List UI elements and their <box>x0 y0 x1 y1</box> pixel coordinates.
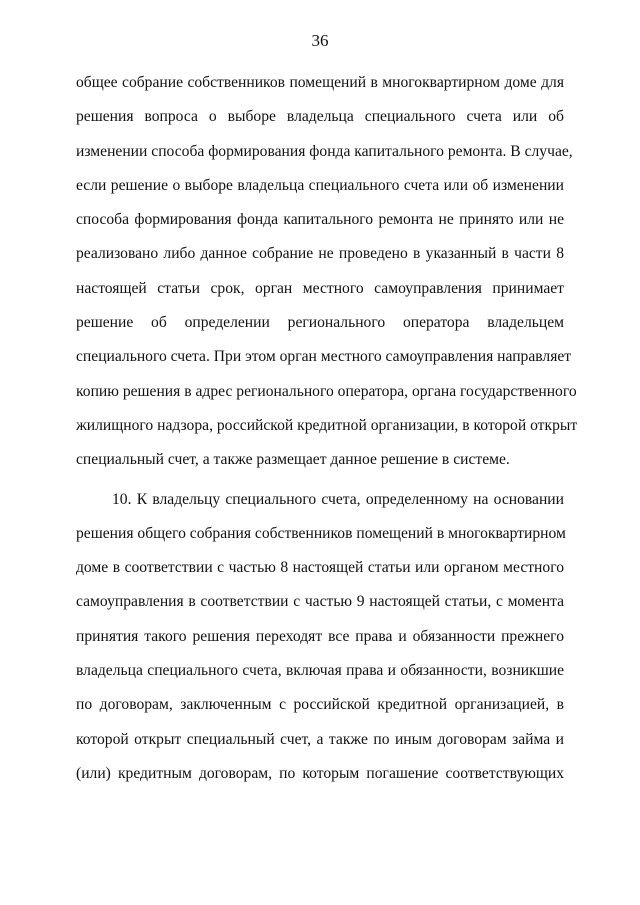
text-line: жилищного надзора, российской кредитной организации, в которой открыт <box>76 416 578 434</box>
text-line: реализовано либо данное собрание не проведено в указанный в части 8 <box>76 245 564 263</box>
text-line: способа формирования фонда капитального ремонта не принято или не <box>76 211 564 229</box>
text-line: принятия такого решения переходят все права и обязанности прежнего <box>76 627 564 645</box>
text-line: специальный счет, а также размещает данное решение в системе. <box>76 451 510 469</box>
text-line: специального счета. При этом орган местного самоуправления направляет <box>76 348 572 366</box>
text-line: которой открыт специальный счет, а также по иным договорам займа и <box>76 730 564 748</box>
text-line: доме в соответствии с частью 8 настоящей статьи или органом местного <box>76 559 564 577</box>
document-body <box>76 70 578 795</box>
text-line: решение об определении регионального оператора владельцем <box>76 314 564 332</box>
text-line: 10. К владельцу специального счета, определенному на основании <box>112 490 564 508</box>
text-line: по договорам, заключенным с российской кредитной организацией, в <box>76 696 564 714</box>
text-line: владельца специального счета, включая права и обязанности, возникшие <box>76 662 564 680</box>
text-line: самоуправления в соответствии с частью 9 настоящей статьи, с момента <box>76 593 564 611</box>
text-line: изменении способа формирования фонда капитального ремонта. В случае, <box>76 142 573 160</box>
text-line: общее собрание собственников помещений в многоквартирном доме для <box>76 74 564 91</box>
text-line: решения вопроса о выборе владельца специального счета или об <box>76 108 564 126</box>
text-line: копию решения в адрес регионального оператора, органа государственного <box>76 382 577 400</box>
text-line: если решение о выборе владельца специального счета или об изменении <box>76 176 564 194</box>
paragraph-2 <box>76 487 564 796</box>
text-line: настоящей статьи срок, орган местного самоуправления принимает <box>76 279 564 297</box>
paragraph-1 <box>76 70 578 482</box>
text-line: решения общего собрания собственников помещений в многоквартирном <box>76 524 566 542</box>
page-number: 36 <box>311 31 329 50</box>
text-line: (или) кредитным договорам, по которым погашение соответствующих <box>76 764 564 782</box>
